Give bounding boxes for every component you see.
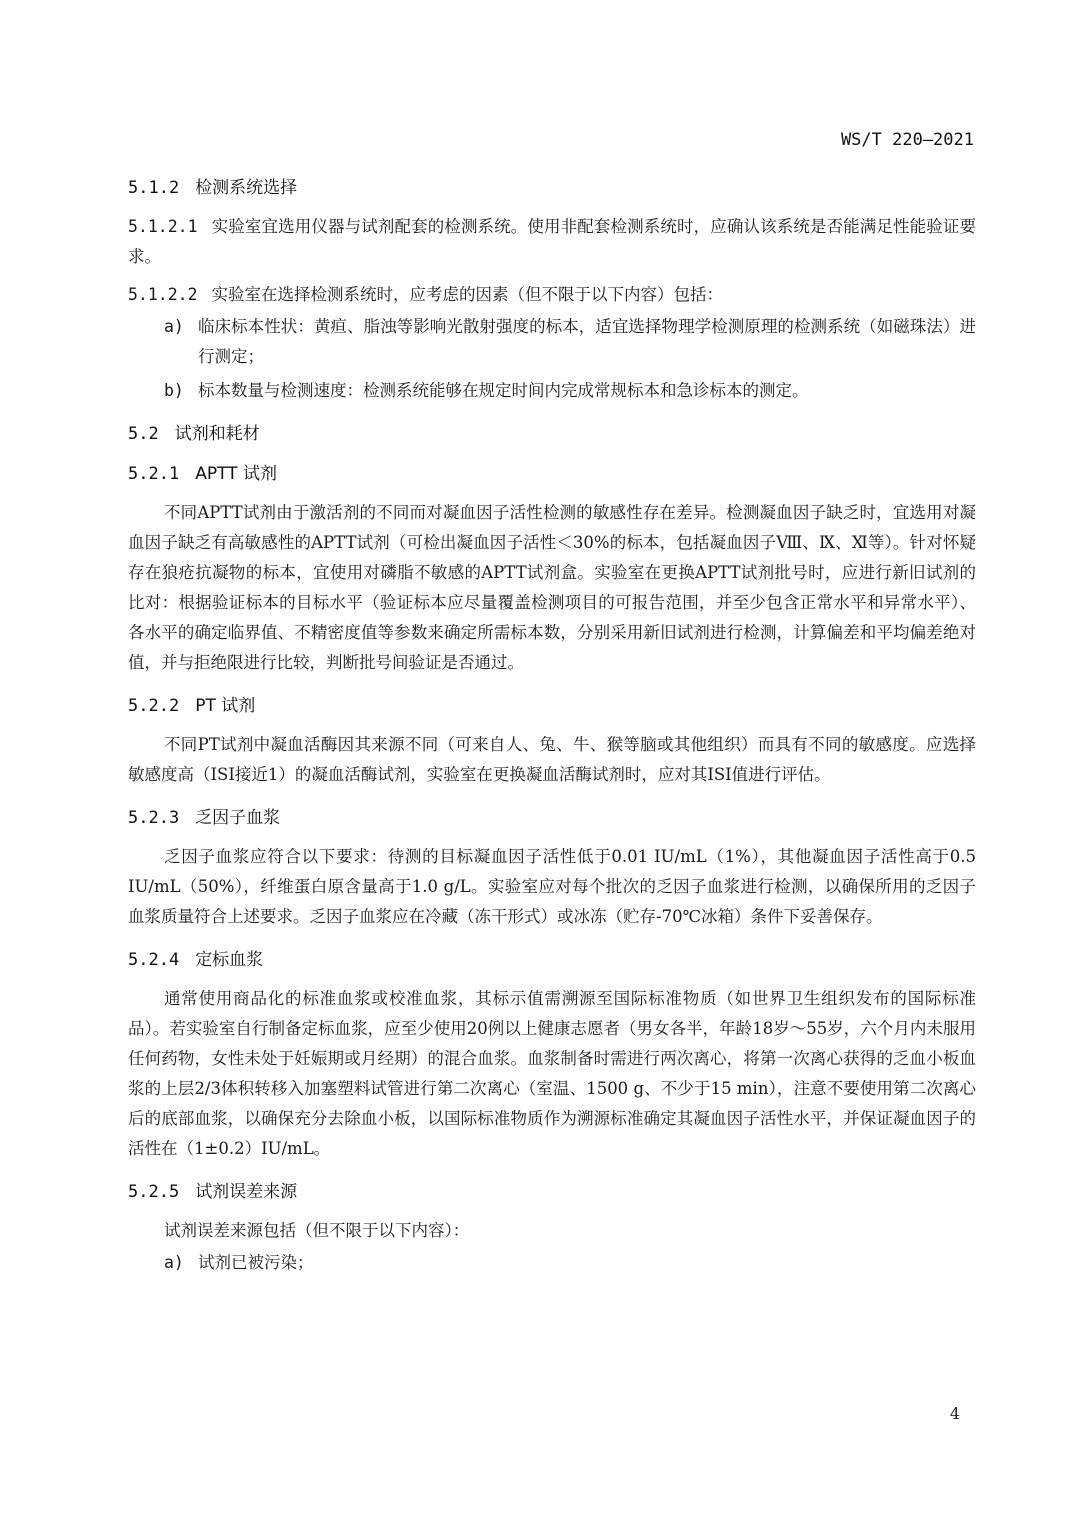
section-number: 5.2.4 bbox=[128, 950, 180, 970]
paragraph-5-2-2: 不同PT试剂中凝血活酶因其来源不同（可来自人、兔、牛、猴等脑或其他组织）而具有不同的敏感度。应选择敏感度高（ISI接近1）的凝血活酶试剂，实验室在更换凝血活酶试剂时，应对其ISI值进行评估。 bbox=[128, 735, 976, 784]
section-number: 5.1.2 bbox=[128, 178, 180, 198]
clause-5-1-2-1 bbox=[128, 212, 976, 272]
section-5-2-3-heading bbox=[128, 802, 976, 834]
list-marker: b) bbox=[164, 381, 184, 400]
list-item bbox=[164, 312, 976, 372]
clause-number: 5.1.2.1 bbox=[128, 217, 198, 236]
clause-5-1-2-2 bbox=[128, 280, 976, 310]
paragraph-5-2-3: 乏因子血浆应符合以下要求：待测的目标凝血因子活性低于0.01 IU/mL（1%），其他凝血因子活性高于0.5 IU/mL（50%），纤维蛋白原含量高于1.0 g/L。实验室应对每个批次的乏因子血浆进行检测，以确保所用的乏因子血浆质量符合上述要求。乏因子血浆应在冷藏（冻干形式）或冰冻（贮存-70℃冰箱）条件下妥善保存。 bbox=[128, 847, 976, 926]
clause-text: 实验室宜选用仪器与试剂配套的检测系统。使用非配套检测系统时，应确认该系统是否能满足性能验证要求。 bbox=[128, 217, 976, 266]
list-item bbox=[164, 376, 976, 406]
section-title: 定标血浆 bbox=[195, 950, 264, 970]
list-text: 临床标本性状：黄疸、脂浊等影响光散射强度的标本，适宜选择物理学检测原理的检测系统（如磁珠法）进行测定； bbox=[198, 317, 976, 366]
section-5-1-2-heading bbox=[128, 172, 976, 204]
section-title: APTT 试剂 bbox=[195, 464, 277, 484]
section-number: 5.2.3 bbox=[128, 808, 180, 828]
section-title: 乏因子血浆 bbox=[195, 808, 281, 828]
list-item bbox=[164, 1248, 976, 1278]
section-number: 5.2.5 bbox=[128, 1182, 180, 1202]
list-marker: a) bbox=[164, 317, 184, 336]
paragraph-5-2-4: 通常使用商品化的标准血浆或校准血浆，其标示值需溯源至国际标准物质（如世界卫生组织发布的国际标准品）。若实验室自行制备定标血浆，应至少使用20例以上健康志愿者（男女各半，年龄18岁～55岁，六个月内未服用任何药物，女性未处于妊娠期或月经期）的混合血浆。血浆制备时需进行两次离心，将第一次离心获得的乏血小板血浆的上层2/3体积转移入加塞塑料试管进行第二次离心（室温、1500 g、不少于15 min），注意不要使用第二次离心后的底部血浆，以确保充分去除血小板，以国际标准物质作为溯源标准确定其凝血因子活性水平，并保证凝血因子的活性在（1±0.2）IU/mL。 bbox=[128, 989, 976, 1158]
paragraph-5-2-1: 不同APTT试剂由于激活剂的不同而对凝血因子活性检测的敏感性存在差异。检测凝血因子缺乏时，宜选用对凝血因子缺乏有高敏感性的APTT试剂（可检出凝血因子活性＜30%的标本，包括凝血因子Ⅷ、Ⅸ、Ⅺ等）。针对怀疑存在狼疮抗凝物的标本，宜使用对磷脂不敏感的APTT试剂盒。实验室在更换APTT试剂批号时，应进行新旧试剂的比对：根据验证标本的目标水平（验证标本应尽量覆盖检测项目的可报告范围，并至少包含正常水平和异常水平）、各水平的确定临界值、不精密度值等参数来确定所需标本数，分别采用新旧试剂进行检测，计算偏差和平均偏差绝对值，并与拒绝限进行比较，判断批号间验证是否通过。 bbox=[128, 503, 976, 672]
paragraph-5-2-5: 试剂误差来源包括（但不限于以下内容）： bbox=[164, 1221, 470, 1240]
document-body bbox=[128, 172, 976, 1282]
list-marker: a) bbox=[164, 1253, 184, 1272]
page-number: 4 bbox=[949, 1404, 960, 1423]
section-number: 5.2 bbox=[128, 424, 159, 444]
section-5-2-5-heading bbox=[128, 1176, 976, 1208]
list-text: 标本数量与检测速度：检测系统能够在规定时间内完成常规标本和急诊标本的测定。 bbox=[198, 381, 809, 400]
list-text: 试剂已被污染； bbox=[198, 1253, 314, 1272]
section-5-2-2-heading bbox=[128, 690, 976, 722]
section-5-2-heading bbox=[128, 418, 976, 450]
section-title: PT 试剂 bbox=[195, 696, 256, 716]
standard-code: WS/T 220—2021 bbox=[840, 130, 974, 150]
section-title: 检测系统选择 bbox=[195, 178, 298, 198]
section-5-2-1-heading bbox=[128, 458, 976, 490]
section-number: 5.2.1 bbox=[128, 464, 180, 484]
section-number: 5.2.2 bbox=[128, 696, 180, 716]
clause-number: 5.1.2.2 bbox=[128, 285, 198, 304]
section-5-2-4-heading bbox=[128, 944, 976, 976]
clause-text: 实验室在选择检测系统时，应考虑的因素（但不限于以下内容）包括： bbox=[211, 285, 724, 304]
section-title: 试剂和耗材 bbox=[174, 424, 260, 444]
section-title: 试剂误差来源 bbox=[195, 1182, 298, 1202]
